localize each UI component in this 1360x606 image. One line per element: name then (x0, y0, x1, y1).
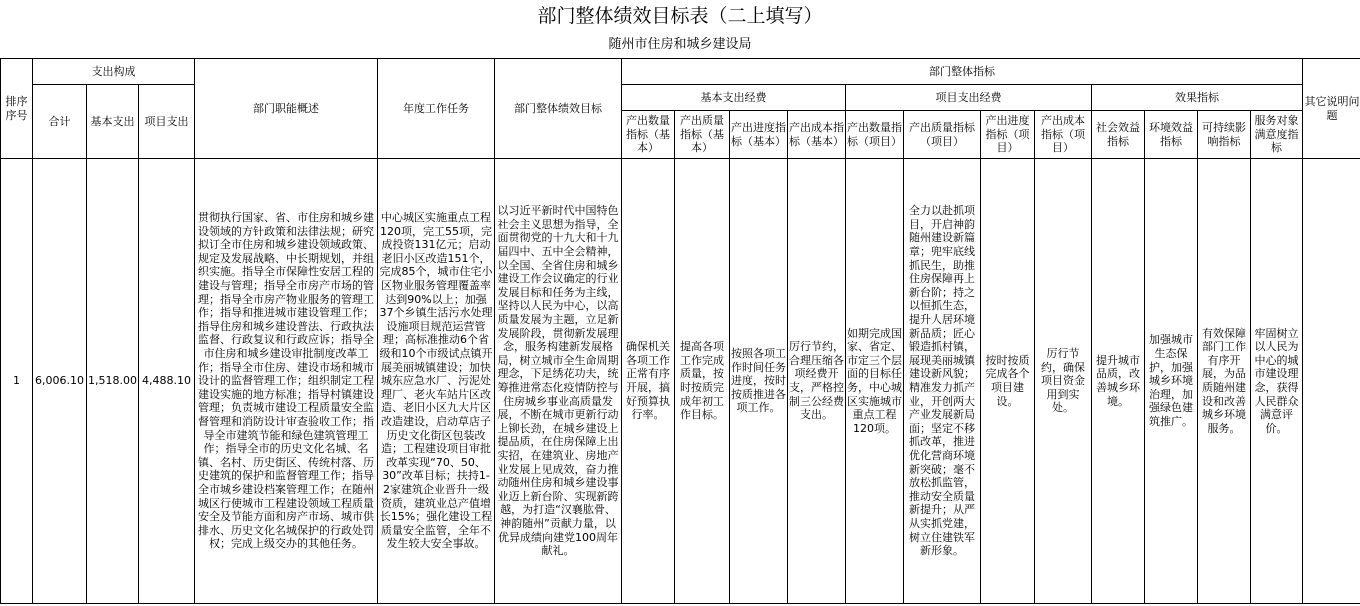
header-env: 环境效益指标 (1145, 111, 1198, 159)
cell-sustain: 有效保障部门工作有序开展，为品质随州建设和改善城乡环境服务。 (1198, 159, 1251, 604)
cell-annual-tasks: 中心城区实施重点工程120项，完工55项，完成投资131亿元；启动老旧小区改造151个，完成85个，城市住宅小区物业服务管理覆盖率达到90%以上；加强37个乡镇生活污水处理设施项目规范运营管理；高标准推动6个省级和10个市级试点镇开展美丽城镇建设；加快城东应急水厂、污泥处理厂、老火车站片区改造、老旧小区九大片区改造建设，启动草店子历史文化街区包装改造；工程建设项目审批改革实现“70、50、30”改革目标；扶持1-2家建筑企业晋升一级资质，建筑业总产值增长15%；强化建设工程质量安全监管，全年不发生较大安全事故。 (378, 159, 495, 604)
header-seq: 排序序号 (1, 59, 33, 159)
header-satisfaction: 服务对象满意度指标 (1251, 111, 1303, 159)
cell-p-cost: 厉行节约，确保项目资金用到实处。 (1035, 159, 1092, 604)
department-name: 随州市住房和城乡建设局 (608, 37, 752, 52)
header-sustain: 可持续影响指标 (1198, 111, 1251, 159)
cell-b-qty: 确保机关各项工作正常有序开展，搞好预算执行率。 (622, 159, 675, 604)
cell-project: 4,488.10 (139, 159, 195, 604)
header-b-qty: 产出数量指标（基本） (622, 111, 675, 159)
header-basic: 基本支出 (87, 85, 139, 159)
cell-satisfaction: 牢固树立以人民为中心的城市建设理念，获得人民群众满意评价。 (1251, 159, 1303, 604)
header-project-funds: 项目支出经费 (846, 85, 1092, 111)
cell-p-progress: 按时按质完成各个项目建设。 (981, 159, 1035, 604)
header-b-progress: 产出进度指标（基本） (730, 111, 788, 159)
header-indicators: 部门整体指标 (622, 59, 1303, 85)
cell-b-quality: 提高各项工作完成质量，按时按质完成年初工作目标。 (675, 159, 730, 604)
cell-basic: 1,518.00 (87, 159, 139, 604)
header-p-progress: 产出进度指标（项目） (981, 111, 1035, 159)
cell-total: 6,006.10 (33, 159, 87, 604)
performance-table (0, 58, 1360, 604)
header-perf-goal: 部门整体绩效目标 (495, 59, 622, 159)
cell-b-cost: 厉行节约，合理压缩各项经费开支，严格控制三公经费支出。 (788, 159, 846, 604)
header-basic-funds: 基本支出经费 (622, 85, 846, 111)
header-annual-tasks: 年度工作任务 (378, 59, 495, 159)
header-other: 其它说明问题 (1303, 59, 1360, 159)
header-b-quality: 产出质量指标（基本） (675, 111, 730, 159)
header-b-cost: 产出成本指标（基本） (788, 111, 846, 159)
cell-p-quality: 全力以赴抓项目，开启神韵随州建设新篇章；兜牢底线抓民生，助推住房保障再上新台阶；持之以恒抓生态，提升人居环境新品质；匠心锻造抓村镇，展现美丽城镇建设新风貌；精准发力抓产业，开创两大产业发展新局面；坚定不移抓改革，推进优化营商环境新突破；毫不放松抓监管，推动安全质量新提升；从严从实抓党建，树立住建铁军新形象。 (904, 159, 981, 604)
header-total: 合计 (33, 85, 87, 159)
header-p-cost: 产出成本指标（项目） (1035, 111, 1092, 159)
table-row (1, 159, 1360, 604)
header-spending: 支出构成 (33, 59, 195, 85)
cell-seq: 1 (1, 159, 33, 604)
header-social: 社会效益指标 (1092, 111, 1145, 159)
header-p-quality: 产出质量指标（项目） (904, 111, 981, 159)
cell-p-qty: 如期完成国家、省定、市定三个层面的目标任务，中心城区实施城市重点工程120项。 (846, 159, 904, 604)
header-duties: 部门职能概述 (195, 59, 378, 159)
header-project: 项目支出 (139, 85, 195, 159)
cell-b-progress: 按照各项工作时间任务进度，按时按质推进各项工作。 (730, 159, 788, 604)
header-effect: 效果指标 (1092, 85, 1303, 111)
cell-perf-goal: 以习近平新时代中国特色社会主义思想为指导，全面贯彻党的十九大和十九届四中、五中全会精神，以全国、全省住房和城乡建设工作会议确定的行业发展目标和任务为主线，坚持以人民为中心，以高质量发展为主题，立足新发展阶段，贯彻新发展理念，服务构建新发展格局，树立城市全生命周期理念，下足绣花功夫，统筹推进常态化疫情防控与住房城乡事业高质量发展，不断在城市更新行动上铆长劲，在城乡建设上提品质，在住房保障上出实招，在建筑业、房地产业发展上见成效，奋力推动随州住房和城乡建设事业迈上新台阶、实现新跨越，为打造“汉襄肱骨、神韵随州”贡献力量，以优异成绩向建党100周年献礼。 (495, 159, 622, 604)
header-p-qty: 产出数量指标（项目） (846, 111, 904, 159)
cell-env: 加强城市生态保护，加强城乡环境治理，加强绿色建筑推广。 (1145, 159, 1198, 604)
cell-other (1303, 159, 1360, 604)
cell-social: 提升城市品质，改善城乡环境。 (1092, 159, 1145, 604)
cell-duties: 贯彻执行国家、省、市住房和城乡建设领域的方针政策和法律法规；研究拟订全市住房和城乡建设领域政策、规定及发展战略、中长期规划，并组织实施。指导全市保障性安居工程的建设与管理；指导全市房产市场的管理；指导全市房产物业服务的管理工作；指导和推进城市建设管理工作；指导住房和城乡建设普法、行政执法监督、行政复议和行政应诉；指导全市住房和城乡建设审批制度改革工作；指导全市住房、建设市场和城市设计的监督管理工作；组织制定工程建设实施的地方标准；指导村镇建设管理；负责城市建设工程质量安全监督管理和消防设计审查验收工作；指导全市建筑节能和绿色建筑管理工作；指导全市的历史文化名城、名镇、名村、历史街区、传统村落、历史建筑的保护和监督管理工作；指导全市城乡建设档案管理工作；在随州城区行使城市工程建设领域工程质量安全及节能方面和房产市场、城市供排水、历史文化名城保护的行政处罚权；完成上级交办的其他任务。 (195, 159, 378, 604)
page-title: 部门整体绩效目标表（二上填写） (537, 5, 823, 27)
